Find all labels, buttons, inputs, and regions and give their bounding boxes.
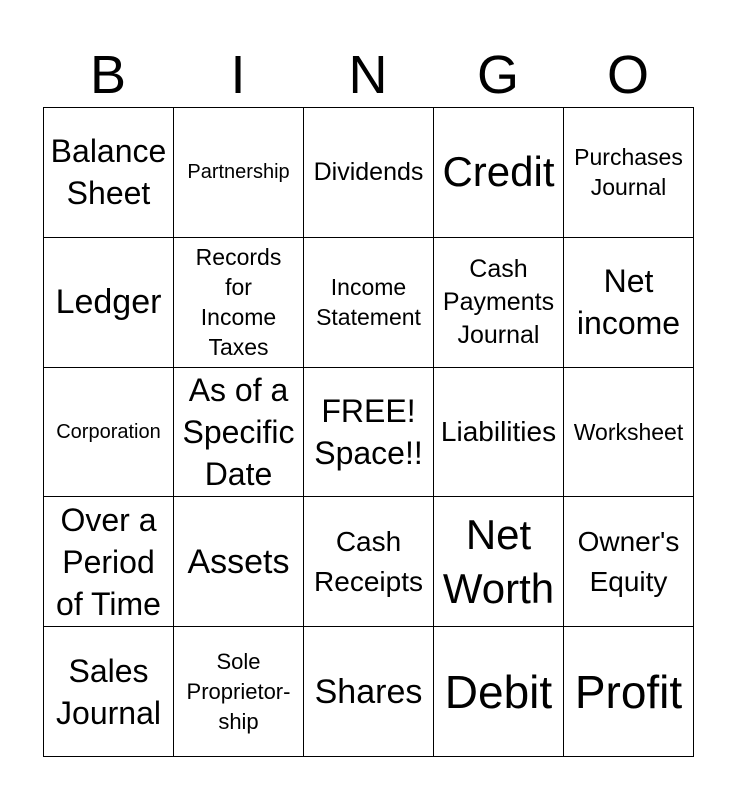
cell-label: Credit <box>442 148 555 196</box>
bingo-cell-sole-proprietorship[interactable] <box>174 627 304 757</box>
cell-label: Partnership <box>187 161 290 184</box>
cell-label: FREE! Space!! <box>314 392 423 471</box>
bingo-cell-owners-equity[interactable] <box>564 497 694 627</box>
bingo-cell-purchases-journal[interactable] <box>564 108 694 238</box>
cell-label: Owner's Equity <box>577 525 680 597</box>
bingo-cell-liabilities[interactable] <box>434 368 564 498</box>
bingo-cell-net-income[interactable] <box>564 238 694 368</box>
cell-label: Records for Income Taxes <box>195 244 282 361</box>
cell-label: Profit <box>574 665 683 718</box>
bingo-card <box>43 107 694 757</box>
header-letter-n: N <box>348 45 388 105</box>
cell-label: Income Statement <box>316 274 421 331</box>
cell-label: Over a Period of Time <box>56 501 161 622</box>
bingo-cell-debit[interactable] <box>434 627 564 757</box>
cell-label: Cash Receipts <box>314 525 423 597</box>
bingo-cell-cash-payments-journal[interactable] <box>434 238 564 368</box>
bingo-cell-free-space[interactable] <box>304 368 434 498</box>
cell-label: Balance Sheet <box>50 133 167 212</box>
bingo-cell-corporation[interactable] <box>44 368 174 498</box>
bingo-cell-records-for-income-taxes[interactable] <box>174 238 304 368</box>
cell-label: Net Worth <box>442 510 555 612</box>
bingo-cell-net-worth[interactable] <box>434 497 564 627</box>
bingo-cell-profit[interactable] <box>564 627 694 757</box>
bingo-header <box>43 42 693 108</box>
bingo-cell-ledger[interactable] <box>44 238 174 368</box>
bingo-cell-balance-sheet[interactable] <box>44 108 174 238</box>
bingo-cell-sales-journal[interactable] <box>44 627 174 757</box>
header-letter-g: G <box>476 45 519 105</box>
cell-label: Worksheet <box>573 418 684 445</box>
bingo-cell-credit[interactable] <box>434 108 564 238</box>
cell-label: Sole Proprietor- ship <box>186 648 291 734</box>
cell-label: Sales Journal <box>56 652 161 731</box>
bingo-cell-as-of-a-specific-date[interactable] <box>174 368 304 498</box>
header-letter-i: I <box>230 45 246 105</box>
bingo-cell-assets[interactable] <box>174 497 304 627</box>
cell-label: Corporation <box>56 420 161 443</box>
cell-label: Net income <box>576 263 681 342</box>
cell-label: As of a Specific Date <box>182 371 295 492</box>
cell-label: Dividends <box>313 157 424 186</box>
cell-label: Cash Payments Journal <box>442 254 555 349</box>
bingo-cell-shares[interactable] <box>304 627 434 757</box>
bingo-cell-over-a-period-of-time[interactable] <box>44 497 174 627</box>
cell-label: Ledger <box>55 283 162 322</box>
bingo-cell-income-statement[interactable] <box>304 238 434 368</box>
cell-label: Shares <box>314 672 423 711</box>
cell-label: Assets <box>187 542 290 581</box>
bingo-cell-cash-receipts[interactable] <box>304 497 434 627</box>
cell-label: Debit <box>444 665 553 718</box>
header-letter-o: O <box>606 45 649 105</box>
cell-label: Liabilities <box>440 415 557 447</box>
bingo-cell-dividends[interactable] <box>304 108 434 238</box>
bingo-cell-worksheet[interactable] <box>564 368 694 498</box>
header-letter-b: B <box>89 45 127 105</box>
cell-label: Purchases Journal <box>574 144 683 201</box>
bingo-cell-partnership[interactable] <box>174 108 304 238</box>
